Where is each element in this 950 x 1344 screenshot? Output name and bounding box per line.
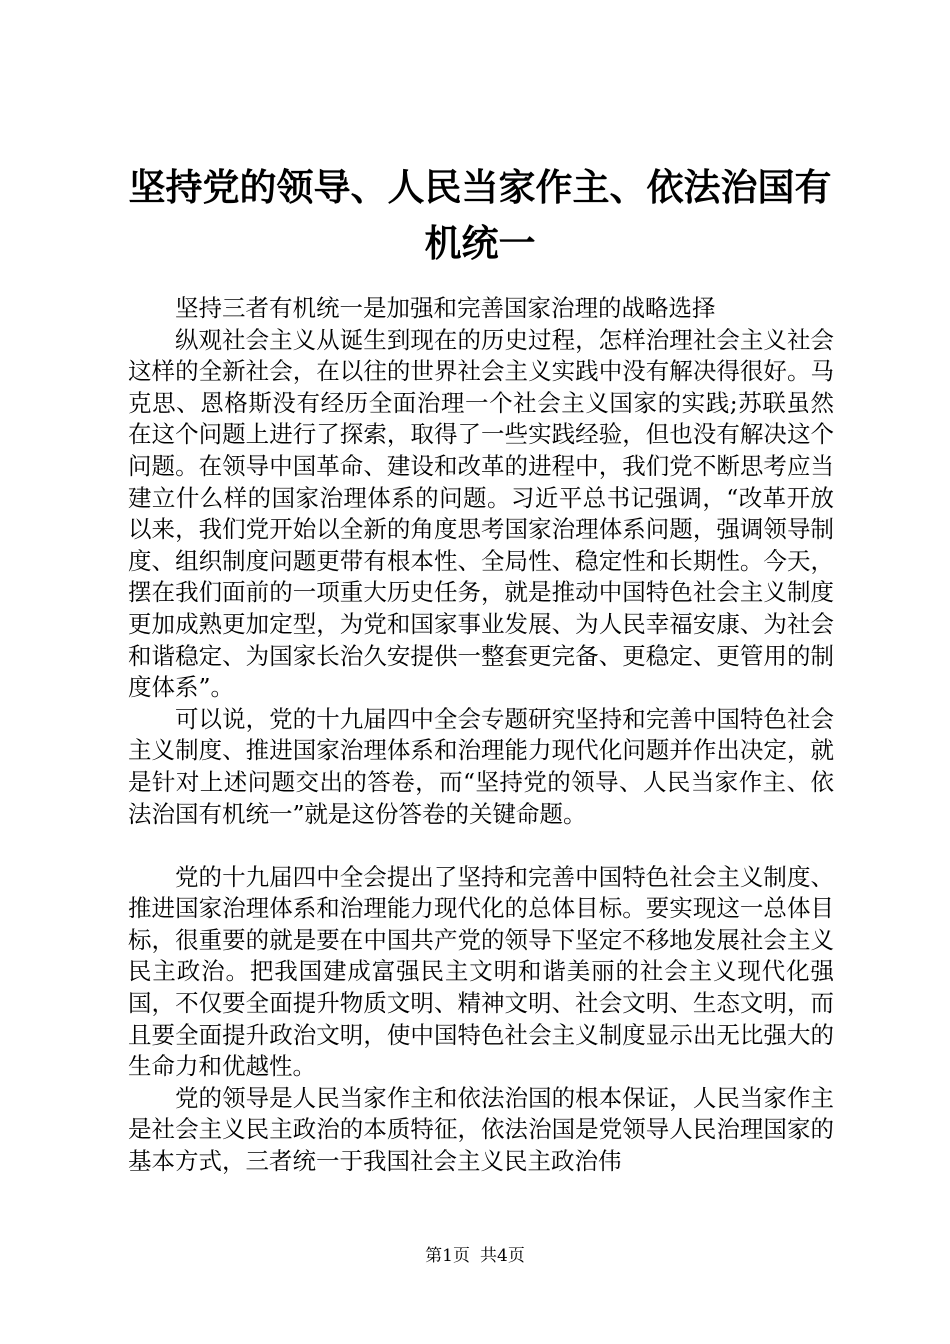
paragraph: 党的十九届四中全会提出了坚持和完善中国特色社会主义制度、推进国家治理体系和治理能力现代化的总体目标。要实现这一总体目标，很重要的就是要在中国共产党的领导下坚定不移地发展社会主义民主政治。把我国建成富强民主文明和谐美丽的社会主义现代化强国，不仅要全面提升物质文明、精神文明、社会文明、生态文明，而且要全面提升政治文明，使中国特色社会主义制度显示出无比强大的生命力和优越性。: [128, 862, 834, 1081]
paragraph: 纵观社会主义从诞生到现在的历史过程，怎样治理社会主义社会这样的全新社会，在以往的世界社会主义实践中没有解决得很好。马克思、恩格斯没有经历全面治理一个社会主义国家的实践;苏联虽然在这个问题上进行了探索，取得了一些实践经验，但也没有解决这个问题。在领导中国革命、建设和改革的进程中，我们党不断思考应当建立什么样的国家治理体系的问题。习近平总书记强调，“改革开放以来，我们党开始以全新的角度思考国家治理体系问题，强调领导制度、组织制度问题更带有根本性、全局性、稳定性和长期性。今天，摆在我们面前的一项重大历史任务，就是推动中国特色社会主义制度更加成熟更加定型，为党和国家事业发展、为人民幸福安康、为社会和谐稳定、为国家长治久安提供一整套更完备、更稳定、更管用的制度体系”。: [128, 325, 834, 702]
document-title: 坚持党的领导、人民当家作主、依法治国有机统一: [128, 166, 832, 265]
paragraph-subtitle: 坚持三者有机统一是加强和完善国家治理的战略选择: [175, 294, 716, 322]
paragraph: 党的领导是人民当家作主和依法治国的根本保证，人民当家作主是社会主义民主政治的本质特征，依法治国是党领导人民治理国家的基本方式，三者统一于我国社会主义民主政治伟: [128, 1083, 834, 1176]
page-footer: [0, 1244, 950, 1268]
document-body: [128, 293, 834, 1178]
page-number: 第1页: [425, 1246, 470, 1266]
page-total: 共4页: [480, 1246, 525, 1266]
paragraph: 可以说，党的十九届四中全会专题研究坚持和完善中国特色社会主义制度、推进国家治理体系和治理能力现代化问题并作出决定，就是针对上述问题交出的答卷，而“坚持党的领导、人民当家作主、依法治国有机统一”就是这份答卷的关键命题。: [128, 704, 834, 828]
